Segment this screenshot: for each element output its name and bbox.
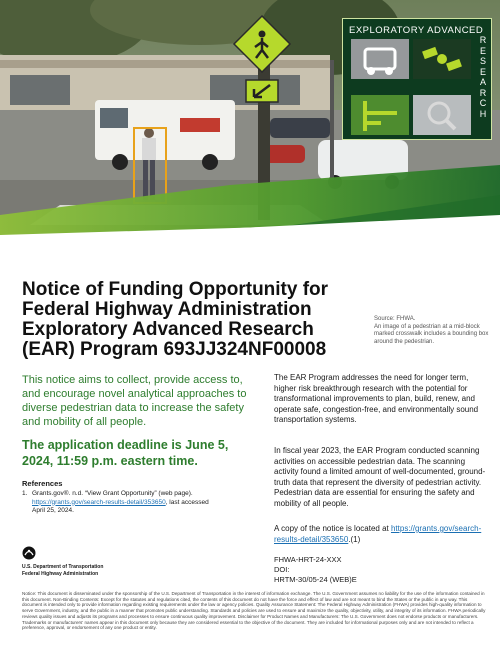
doi-label: DOI: — [274, 565, 290, 574]
references-list — [22, 490, 222, 516]
body-paragraph-1: The EAR Program addresses the need for longer term, higher risk breakthrough research with the potential for transformational improvements to plan, build, renew, and operate safe, congestion-free, and environmentally sound transportation systems. — [274, 373, 479, 424]
legal-notice: Notice: This document is disseminated under the sponsorship of the U.S. Department of Transportation in the interest of information exchange. The U.S. Government assumes no liability for the use of the information contained in this document. Non-Binding Contents: Except for the statutes and regulations cited, the contents of this document do not have the force and effect of law and are not meant to bind the States or the public in any way. This document is intended only to provide information regarding existing requirements under the law or agency policies. Quality Assurance Statement: The Federal Highway Administration (FHWA) provides high-quality information to serve Government, industry, and the public in a manner that promotes public understanding. Standards and policies are used to ensure and maximize the quality, objectivity, utility, and integrity of its information. FHWA periodically reviews quality issues and adjusts its programs and processes to ensure continuous quality improvement. Disclaimer for Product Names and Manufacturers: The U.S. Government does not endorse products or manufacturers. Trademarks or manufacturers' names appear in this document only because they are considered essential to the objective of the document. They are included for informational purposes only and are not intended to reflect a preference, approval, or endorsement of any one product or entity. — [22, 591, 486, 631]
reference-suffix: , last accessed April 25, 2024. — [32, 498, 209, 514]
ear-program-badge — [342, 18, 492, 140]
references-heading: References — [22, 479, 63, 488]
badge-vertical-word: RESEARCH — [479, 35, 487, 119]
agency-administration: Federal Highway Administration — [22, 571, 99, 577]
lead-paragraph: This notice aims to collect, provide access to, and encourage novel analytical approaches to diverse pedestrian data to increase the safety and mobility of all people. — [22, 374, 247, 428]
image-caption — [374, 316, 489, 346]
traffic-signal-icon — [351, 95, 409, 135]
page-title: Notice of Funding Opportunity for Federal Highway Administration Exploratory Advanced Research (EAR) Program 693JJ324NF00008 — [22, 279, 329, 360]
badge-title: EXPLORATORY ADVANCED — [349, 25, 484, 36]
caption-text: An image of a pedestrian at a mid-block marked crosswalk includes a bounding box around the pedestrian. — [374, 323, 489, 345]
notice-copy-suffix: .(1) — [348, 534, 361, 544]
reference-item — [32, 490, 222, 516]
hrtm-number: HRTM-30/05-24 (WEB)E — [274, 575, 357, 584]
application-deadline: The application deadline is June 5, 2024, 11:59 p.m. eastern time. — [22, 438, 229, 468]
satellite-icon — [413, 39, 471, 79]
agency-department: U.S. Department of Transportation — [22, 564, 104, 570]
reference-link[interactable]: https://grants.gov/search-results-detail/353650 — [32, 498, 166, 506]
body-paragraph-3 — [274, 524, 489, 545]
hero-image — [0, 0, 500, 250]
vehicle-icon — [351, 39, 409, 79]
caption-source: Source: FHWA. — [374, 316, 416, 322]
publication-numbers — [274, 555, 357, 585]
reference-text: Grants.gov®. n.d. “View Grant Opportunity” (web page). — [32, 490, 193, 497]
notice-copy-prefix: A copy of the notice is located at — [274, 524, 391, 533]
reference-number: 1. — [22, 490, 28, 497]
search-icon — [413, 95, 471, 135]
publication-number: FHWA-HRT-24-XXX — [274, 555, 342, 564]
notice-link[interactable]: https://grants.gov/search-results-detail/353650 — [274, 524, 482, 544]
body-paragraph-2: In fiscal year 2023, the EAR Program conducted scanning activities on accessible pedestrian data. The scanning activity found a limited amount of well-documented, ground-truth data that represent the diversity of pedestrian activity. Pedestrian data are essential for ensuring the safety and mobility of all people. — [274, 446, 486, 508]
dot-logo-icon — [22, 546, 36, 560]
